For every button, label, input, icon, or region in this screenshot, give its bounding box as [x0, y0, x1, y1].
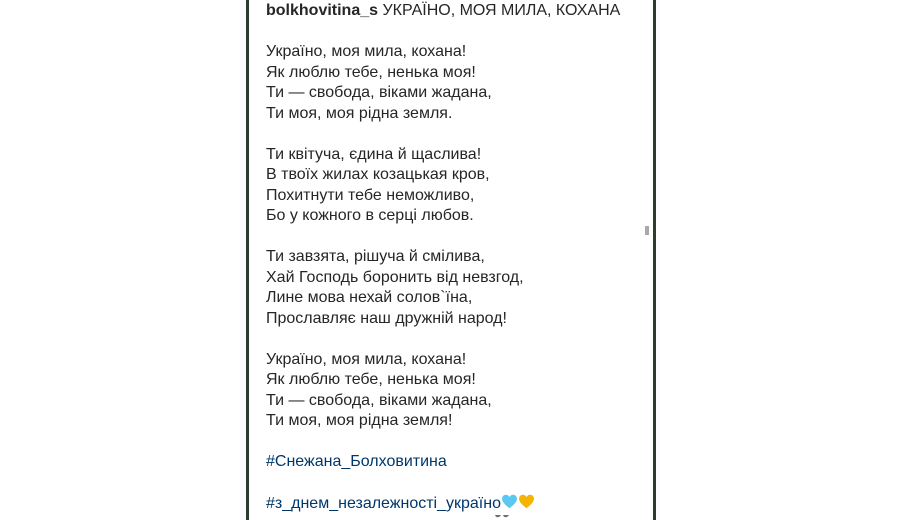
poem-line: Ти моя, моя рідна земля! [266, 412, 453, 429]
emoji-row-peek-icon [494, 515, 510, 520]
poem-line: Бо у кожного в серці любов. [266, 207, 474, 224]
poem-line: Ти завзята, рішуча й смілива, [266, 248, 485, 265]
stanza [266, 247, 651, 329]
poem-line: Ти моя, моя рідна земля. [266, 104, 453, 122]
poem-line: Ти квітуча, єдина й щаслива! [266, 145, 482, 163]
poem-line: Хай Господь боронить від невзгод, [266, 268, 524, 286]
poem-line: Похитнути тебе неможливо, [266, 186, 475, 204]
poem-line: Україно, моя мила, кохана! [266, 350, 467, 368]
stanza [266, 145, 651, 227]
username-link[interactable]: bolkhovitina_s [266, 2, 379, 19]
poem-line: Ти — свобода, віками жадана, [266, 391, 492, 409]
poem-line: Як люблю тебе, ненька моя! [266, 63, 476, 81]
poem-line: Україно, моя мила, кохана! [266, 43, 467, 60]
post-caption [266, 0, 651, 515]
poem-line: Лине мова нехай солов`їна, [266, 289, 473, 306]
poem-line: Прославляє наш дружній народ! [266, 309, 507, 327]
hashtag-link[interactable]: #з_днем_незалежності_україно [266, 495, 501, 512]
post-caption-panel [246, 0, 656, 520]
hashtag-link[interactable]: #Снежана_Болховитина [266, 453, 447, 470]
blue-heart-icon [501, 493, 518, 510]
stanza [266, 350, 651, 432]
stanza [266, 42, 651, 124]
poem-line: В твоїх жилах козацькая кров, [266, 166, 490, 183]
scrollbar-thumb[interactable] [645, 226, 649, 235]
caption-header [266, 1, 651, 22]
poem-line: Як люблю тебе, ненька моя! [266, 371, 476, 388]
hashtag-row [266, 452, 651, 473]
poem-line: Ти — свобода, віками жадана, [266, 84, 492, 101]
yellow-heart-icon [518, 493, 535, 510]
hashtag-row [266, 493, 651, 515]
poem-title: УКРАЇНО, МОЯ МИЛА, КОХАНА [382, 2, 621, 19]
